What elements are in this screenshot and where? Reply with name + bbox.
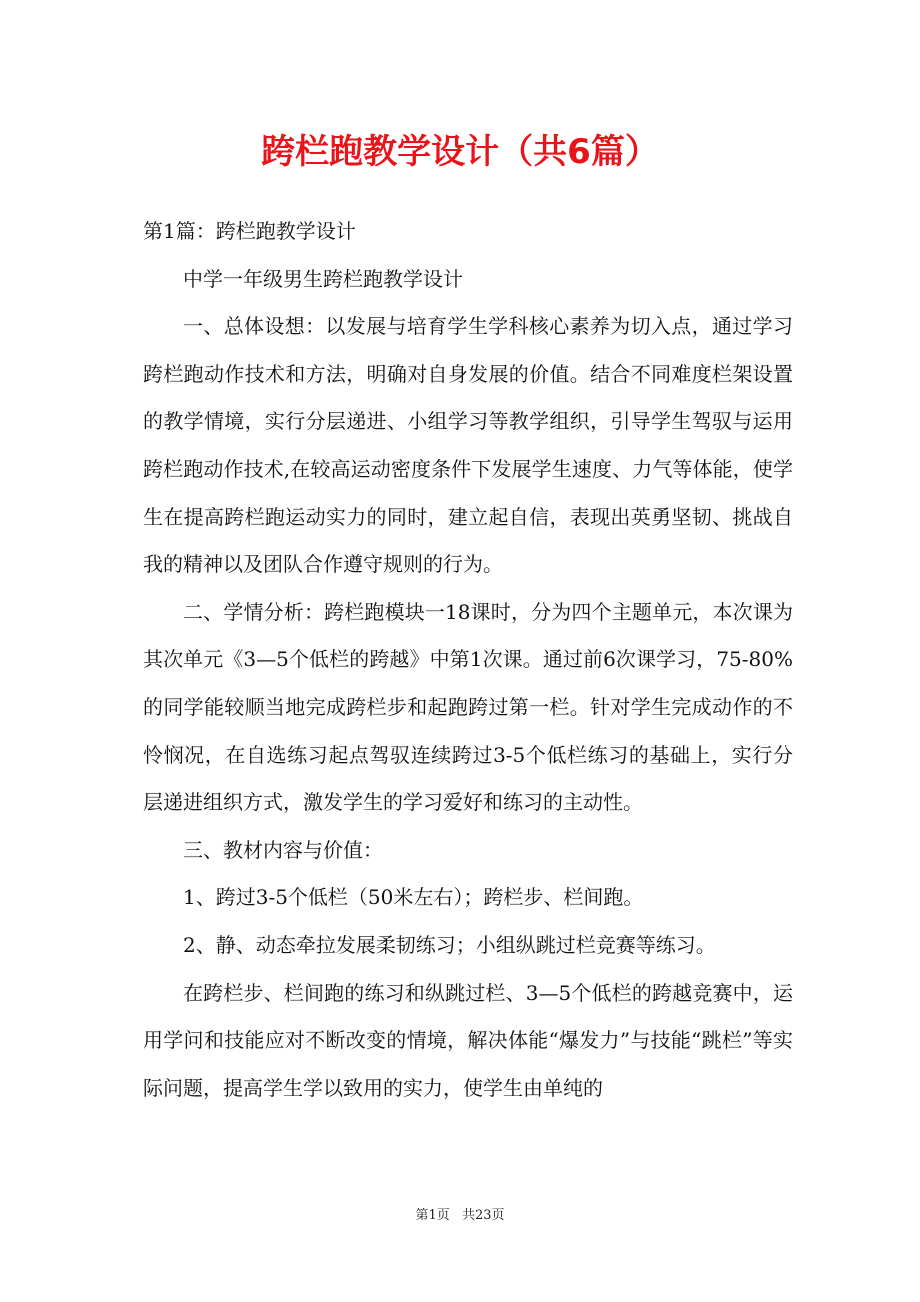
paragraph-item-2: 2、静、动态牵拉发展柔韧练习；小组纵跳过栏竞赛等练习。 [183, 932, 716, 957]
paragraph-value: 在跨栏步、栏间跑的练习和纵跳过栏、3—5个低栏的跨越竞赛中，运用学问和技能应对不断改变的情境，解决体能“爆发力”与技能“跳栏”等实际问题，提高学生学以致用的实力，使学生由单纯的 [143, 980, 793, 1100]
document-body [143, 208, 793, 1112]
paragraph-overall-idea: 一、总体设想：以发展与培育学生学科核心素养为切入点，通过学习跨栏跑动作技术和方法，明确对自身发展的价值。结合不同难度栏架设置的教学情境，实行分层递进、小组学习等教学组织，引导学生驾驭与运用跨栏跑动作技术,在较高运动密度条件下发展学生速度、力气等体能，使学生在提高跨栏跑运动实力的同时，建立起自信，表现出英勇坚韧、挑战自我的精神以及团队合作遵守规则的行为。 [143, 314, 793, 577]
subtitle: 中学一年级男生跨栏跑教学设计 [183, 266, 463, 291]
page-total: 共23页 [461, 1208, 505, 1223]
page-number: 第1页 [415, 1208, 450, 1223]
paragraph-item-1: 1、跨过3-5个低栏（50米左右）；跨栏步、栏间跑。 [183, 885, 644, 910]
paragraph-learning-analysis: 二、学情分析：跨栏跑模块一18课时，分为四个主题单元，本次课为其次单元《3—5个低栏的跨越》中第1次课。通过前6次课学习，75-80%的同学能较顺当地完成跨栏步和起跑跨过第一栏。针对学生完成动作的不怜悯况，在自选练习起点驾驭连续跨过3-5个低栏练习的基础上，实行分层递进组织方式，激发学生的学习爱好和练习的主动性。 [143, 599, 793, 815]
paragraph-materials-heading: 三、教材内容与价值： [183, 837, 383, 862]
page-footer [0, 1206, 920, 1226]
section-heading: 第1篇：跨栏跑教学设计 [143, 219, 356, 243]
document-title: 跨栏跑教学设计（共6篇） [261, 132, 659, 172]
